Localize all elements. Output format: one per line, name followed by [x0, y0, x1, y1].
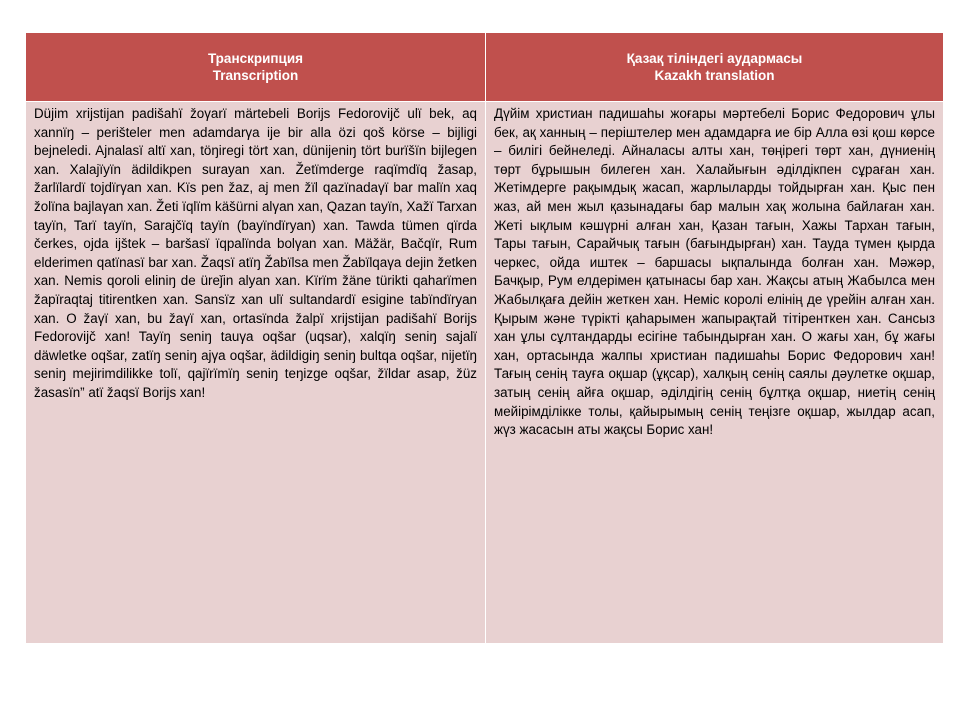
header-transcription-en: Transcription — [212, 68, 299, 83]
comparison-table — [25, 32, 944, 644]
table-header-row — [26, 33, 944, 102]
table-body-row — [26, 102, 944, 644]
header-transcription — [26, 33, 486, 102]
translation-cell: Дүйім христиан падишаһы жоғары мәртебелі Борис Федорович ұлы бек, ақ ханның – періштелер мен адамдарға ие бір Алла өзі қош көрсе – билігі бейнеледі. Айналасы алты хан, төңірегі төрт хан, дүниенің төрт бұрышын билеген хан. Халайығын әділдікпен сұраған хан. Жетімдерге рақымдық жасап, жарлыларды тойдырған хан. Қыс пен жаз, ай мен жыл қазынадағы бар малын хақ жолына байлаған хан. Жеті ықлым кәшүрні алған хан, Қазан тағын, Хажы Тархан тағын, Тары тағын, Сарайчық тағын (бағындырған) хан. Тауда түмен қырда черкес, ойда иштек – баршасы ықпалында болған хан. Мәжәр, Бачқыр, Рум елдерімен қатынасы бар хан. Жақсы атың Жабылса мен Жабылқаға дейін жеткен хан. Неміс королі елінің де үрейін алған хан. Қырым және түрікті қаһарымен жапырақтай тітіренткен хан. Сансыз хан ұлы сұлтандарды есігіне табындырған хан. О жағы хан, бұ жағы хан, ортасында жалпы христиан падишаһы Борис Федорович хан! Тағың сенің тауға оқшар (ұқсар), халқың сенің саялы дәулетке оқшар, затың сенің айға оқшар, әділдігің сенің бұлтқа оқшар, ниетің сенің мейірімділікке толы, қайырымың сенің теңізге оқшар, жылдар асап, жүз жасасын аты жақсы Борис хан! — [486, 102, 944, 644]
header-transcription-kz: Транскрипция — [207, 51, 304, 66]
transcription-cell: Düjim xrijstijan padišahï žoγarï märtebeli Borijs Fedorovijč ulï bek, aq xannïŋ – perišteler men adamdarγa ije bir alla özi qoš körse – bijligi bejneledi. Ajnalasï altï xan, töŋiregi tört xan, dünijeniŋ tört burïšïn bijlegen xan. Xalajïyïn ädildikpen surayan xan. Žetïmderge raqïmdïq žasap, žarlïlardï tojdïrγan xan. Kïs pen žaz, aj men žïl qazïnadaγï bar malïn xaq žolïna bajlaγan xan. Žeti ïqlïm käšürni alγan xan, Qazan tayïn, Xažï Tarxan tayïn, Tarï tayïn, Sarajčïq tayïn (bayïndïryan) xan. Tawda tümen qïrda čerkes, ojda ijštek – baršasï ïqpalïnda bolγan xan. Mäžär, Bačqïr, Rum elderimen qatïnasï bar xan. Žaqsï atïŋ Žabïlsa men Žabïlqaγa dejin žetken xan. Nemis qoroli eliniŋ de üreǰin alyan xan. Kïrïm žäne türikti qaharïmen žapïraqtaj titirentken xan. Sansïz xan ulï sultandardï esigine tabïndïryan xan. O žaγï xan, bu žaγï xan, ortasïnda žalpï xrijstijan padišahï Borijs Fedorovijč xan! Tayïŋ seniŋ tauγa oqšar (uqsar), xalqïŋ seniŋ sajalï däwletke oqšar, zatïŋ seniŋ ajγa oqšar, ädildigiŋ seniŋ bultqa oqšar, nijetïŋ seniŋ mejirimdilikke tolï, qajïrïmïŋ seniŋ teŋizge oqšar, žïldar asap, žüz žasasïn” atï žaqsï Borijs xan! — [26, 102, 486, 644]
header-translation — [486, 33, 944, 102]
header-translation-en: Kazakh translation — [654, 68, 775, 83]
header-translation-kz: Қазақ тіліндегі аудармасы — [626, 51, 803, 66]
